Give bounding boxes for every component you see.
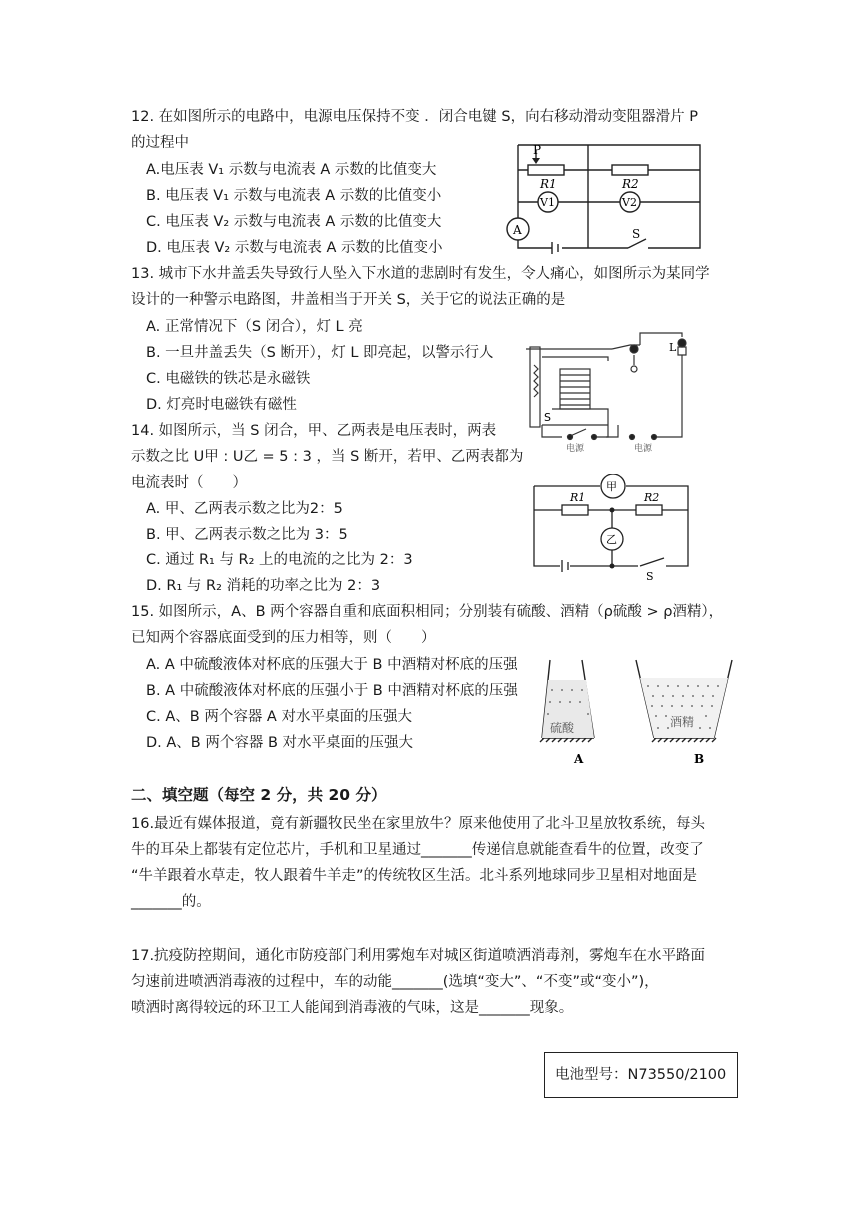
- q15-option-b: B. A 中硫酸液体对杯底的压强小于 B 中酒精对杯底的压强: [146, 683, 518, 699]
- q12-fig-a: A: [513, 223, 522, 237]
- q13-option-a: A. 正常情况下（S 闭合），灯 L 亮: [146, 319, 363, 335]
- q12-fig-v1: V1: [540, 196, 555, 209]
- q14-option-a: A. 甲、乙两表示数之比为2：5: [146, 501, 343, 517]
- q15-stem-line1: 15. 如图所示，A、B 两个容器自重和底面积相同；分别装有硫酸、酒精（ρ硫酸 > ρ酒精），: [131, 604, 724, 620]
- q17-line3: 喷洒时离得较远的环卫工人能闻到消毒液的气味，这是_______现象。: [131, 1000, 574, 1016]
- q16-line1: 16.最近有媒体报道，竟有新疆牧民坐在家里放牛？原来他使用了北斗卫星放牧系统，每头: [131, 816, 706, 832]
- q12-stem-line1: 12. 在如图所示的电路中，电源电压保持不变 ．闭合电键 S，向右移动滑动变阻器滑片 P: [131, 109, 698, 125]
- q12-circuit-figure: [500, 140, 710, 255]
- q14-option-b: B. 甲、乙两表示数之比为 3：5: [146, 527, 348, 543]
- q14-stem-line2: 示数之比 U甲 : U乙 = 5 : 3 ，当 S 断开，若甲、乙两表都为: [131, 449, 524, 465]
- q12-fig-r2: R2: [622, 177, 639, 191]
- q12-fig-v2: V2: [622, 196, 637, 209]
- q16-line2: 牛的耳朵上都装有定位芯片，手机和卫星通过_______传递信息就能查看牛的位置，改变了: [131, 842, 704, 858]
- q15-option-d: D. A、B 两个容器 B 对水平桌面的压强大: [146, 735, 414, 751]
- q14-fig-r2: R2: [644, 491, 660, 504]
- q17-line2: 匀速前进喷洒消毒液的过程中，车的动能_______(选填“变大”、“不变”或“变小”)，: [131, 974, 659, 990]
- q13-fig-s: S: [544, 411, 551, 424]
- q12-option-a: A.电压表 V₁ 示数与电流表 A 示数的比值变大: [146, 162, 437, 178]
- q15-fig-b-liquid: 酒精: [670, 715, 695, 729]
- q12-stem-line2: 的过程中: [131, 135, 189, 151]
- q16-line3: “牛羊跟着水草走，牧人跟着牛羊走”的传统牧区生活。北斗系列地球同步卫星相对地面是: [131, 868, 698, 884]
- q14-fig-s: S: [646, 570, 654, 583]
- q15-stem-line2: 已知两个容器底面受到的压力相等，则（ ）: [131, 630, 436, 646]
- q12-fig-r1: R1: [540, 177, 557, 191]
- q14-option-d: D. R₁ 与 R₂ 消耗的功率之比为 2：3: [146, 578, 381, 594]
- q15-containers-figure: [536, 656, 746, 768]
- q14-circuit-figure: [528, 474, 693, 584]
- q15-option-c: C. A、B 两个容器 A 对水平桌面的压强大: [146, 709, 412, 725]
- q14-fig-r1: R1: [570, 491, 586, 504]
- q12-fig-p: P: [533, 143, 542, 157]
- q14-stem-line1: 14. 如图所示，当 S 闭合，甲、乙两表是电压表时，两表: [131, 423, 497, 439]
- q13-relay-figure: [522, 325, 702, 455]
- q14-stem-line3: 电流表时（ ）: [131, 475, 247, 491]
- section-2-title: 二、填空题（每空 2 分，共 20 分）: [131, 786, 387, 804]
- q12-option-d: D. 电压表 V₂ 示数与电流表 A 示数的比值变小: [146, 240, 443, 256]
- q14-option-c: C. 通过 R₁ 与 R₂ 上的电流的之比为 2：3: [146, 552, 413, 568]
- q13-stem-line2: 设计的一种警示电路图，井盖相当于开关 S，关于它的说法正确的是: [131, 292, 566, 308]
- q17-line1: 17.抗疫防控期间，通化市防疫部门利用雾炮车对城区街道喷洒消毒剂，雾炮车在水平路面: [131, 948, 706, 964]
- q16-line4: _______的。: [131, 894, 211, 910]
- q15-fig-label-a: A: [574, 752, 584, 766]
- q15-option-a: A. A 中硫酸液体对杯底的压强大于 B 中酒精对杯底的压强: [146, 657, 518, 673]
- battery-model-box: [544, 1052, 738, 1098]
- battery-model-text: 电池型号：N73550/2100: [555, 1067, 727, 1083]
- q14-fig-jia: 甲: [606, 480, 617, 493]
- q14-fig-yi: 乙: [606, 533, 617, 546]
- q12-option-c: C. 电压表 V₂ 示数与电流表 A 示数的比值变大: [146, 214, 442, 230]
- q12-fig-s: S: [632, 227, 641, 241]
- q13-stem-line1: 13. 城市下水井盖丢失导致行人坠入下水道的悲剧时有发生，令人痛心，如图所示为某同学: [131, 266, 710, 282]
- q13-fig-source-2: 电源: [634, 444, 653, 454]
- q13-option-b: B. 一旦井盖丢失（S 断开），灯 L 即亮起，以警示行人: [146, 345, 494, 361]
- q13-option-c: C. 电磁铁的铁芯是永磁铁: [146, 371, 311, 387]
- q12-option-b: B. 电压表 V₁ 示数与电流表 A 示数的比值变小: [146, 188, 442, 204]
- q13-option-d: D. 灯亮时电磁铁有磁性: [146, 397, 297, 413]
- q13-fig-source-1: 电源: [566, 444, 585, 454]
- q13-fig-l: L: [669, 341, 677, 354]
- q15-fig-label-b: B: [694, 752, 705, 766]
- q15-fig-a-liquid: 硫酸: [550, 721, 575, 735]
